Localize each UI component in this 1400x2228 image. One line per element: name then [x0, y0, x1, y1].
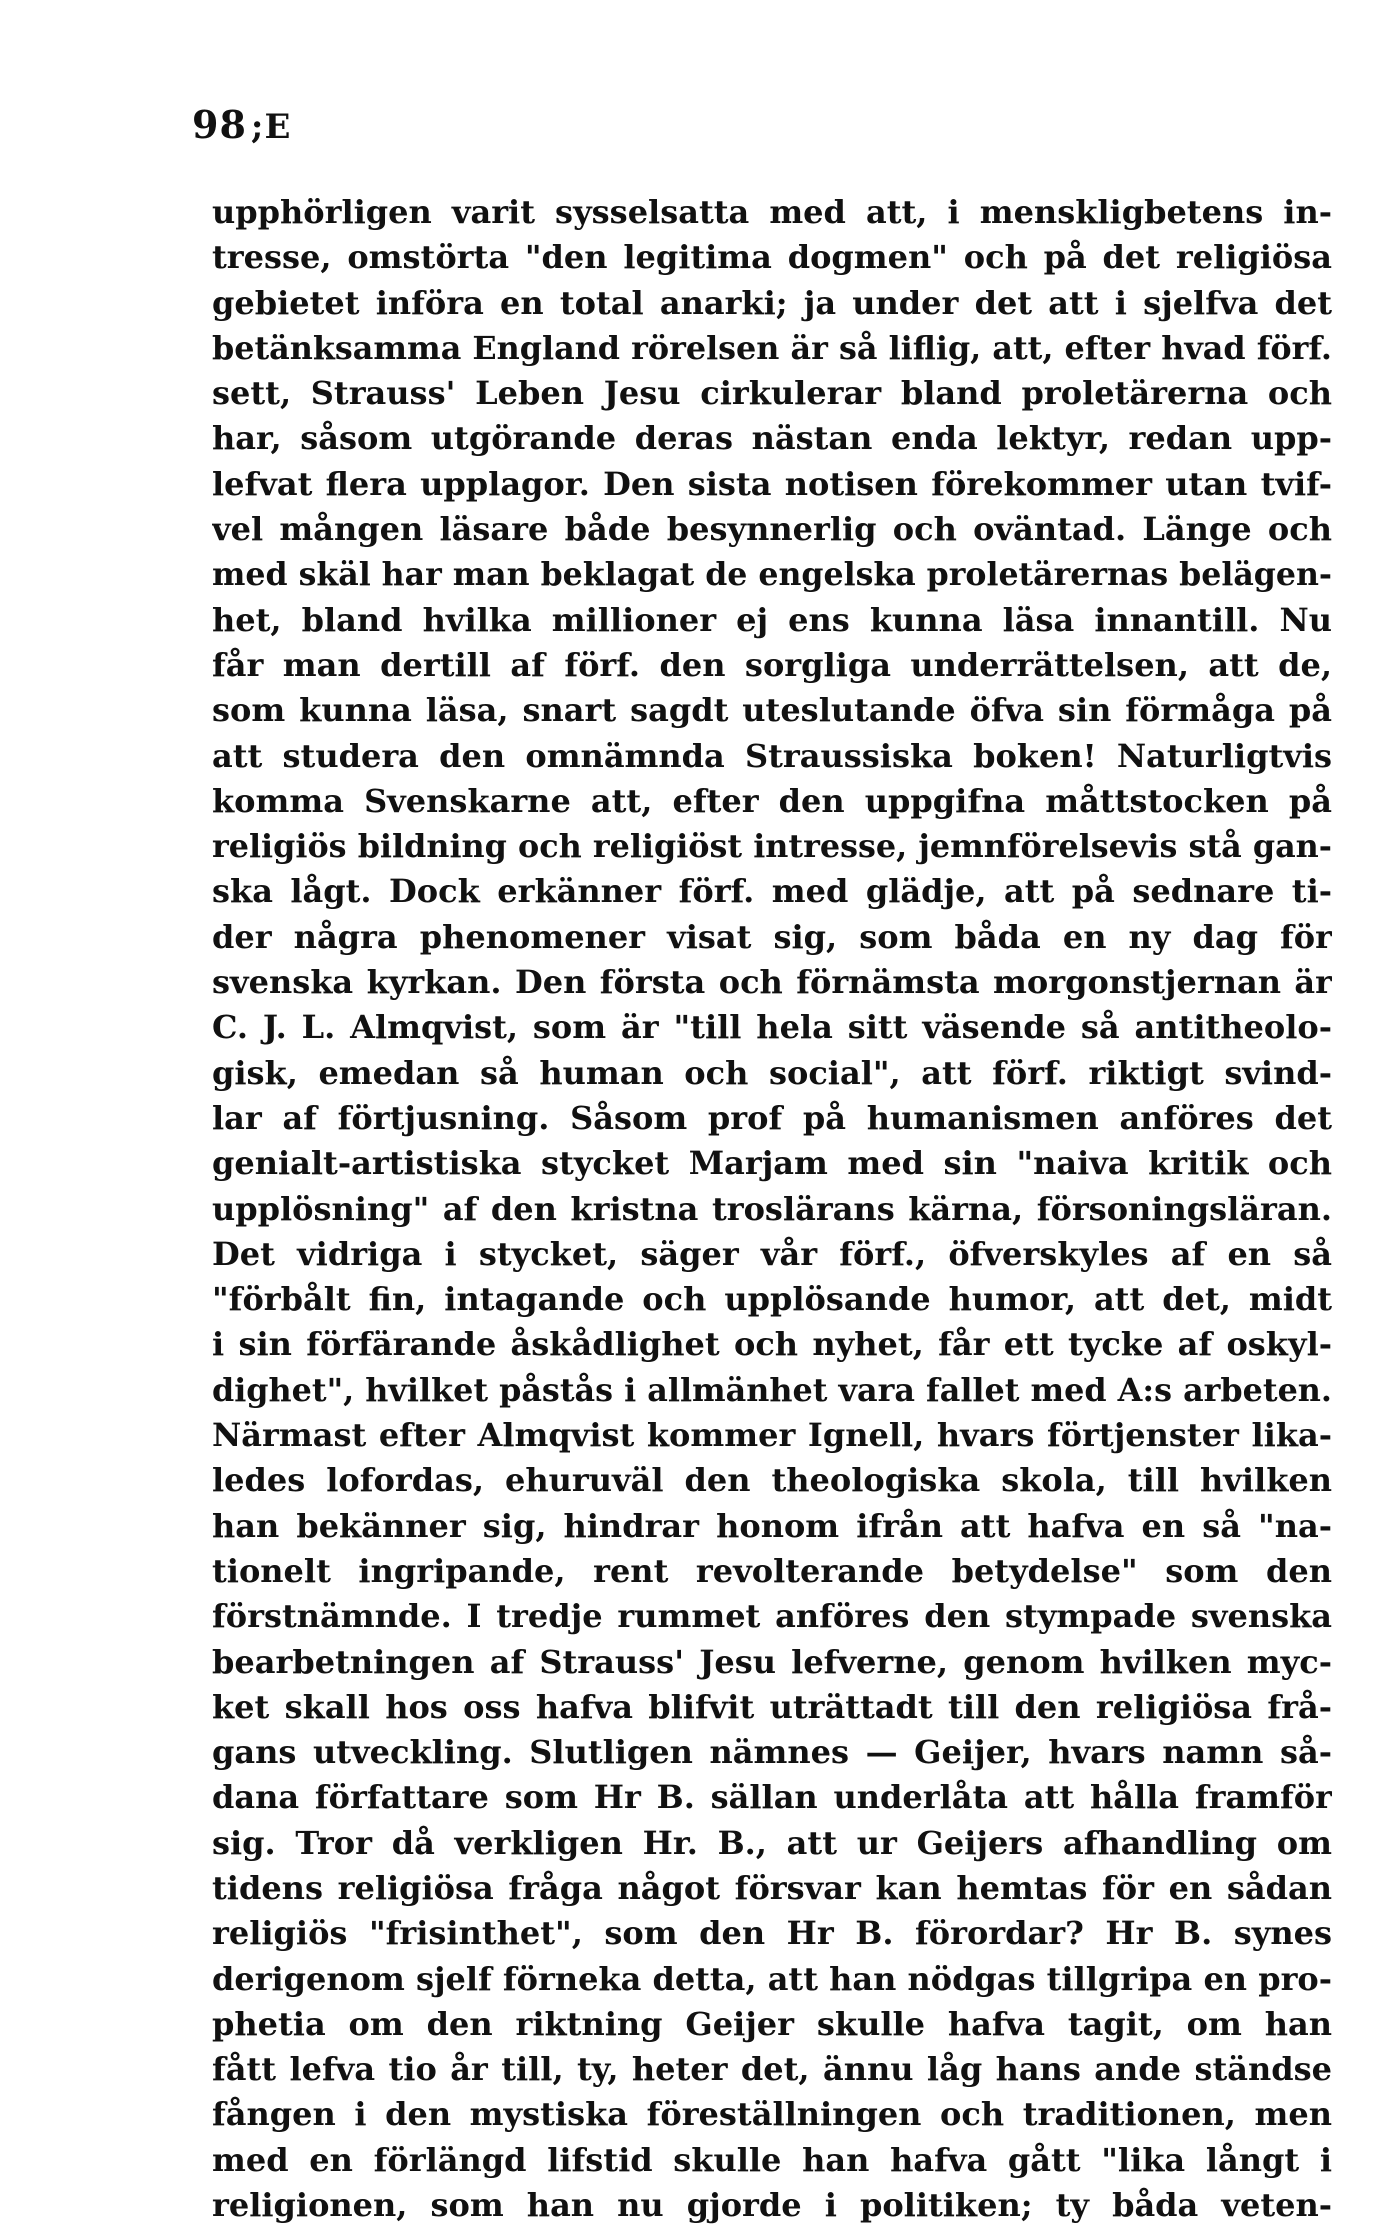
text-line: betänksamma England rörelsen är så liflig, att, efter hvad förf.	[212, 329, 1332, 367]
text-line: fått lefva tio år till, ty, heter det, ännu låg hans ande ständse	[212, 2050, 1332, 2089]
signature-mark: ;E	[250, 107, 292, 147]
text-line: dighet", hvilket påstås i allmänhet vara fallet med A:s arbeten.	[212, 1371, 1332, 1409]
text-line: sig. Tror då verkligen Hr. B., att ur Geijers afhandling om	[212, 1823, 1332, 1862]
page-number: 98	[192, 102, 247, 147]
text-line: sett, Strauss' Leben Jesu cirkulerar bland proletärerna och	[212, 374, 1332, 413]
body-text	[212, 190, 1332, 2228]
text-line: lar af förtjusning. Såsom prof på humanismen anföres det	[212, 1098, 1332, 1137]
text-line: bearbetningen af Strauss' Jesu lefverne, genom hvilken myc-	[212, 1642, 1332, 1681]
text-line: tresse, omstörta "den legitima dogmen" och på det religiösa	[212, 238, 1332, 277]
text-line: het, bland hvilka millioner ej ens kunna läsa innantill. Nu	[212, 600, 1332, 639]
page-header	[192, 102, 291, 147]
text-line: som kunna läsa, snart sagdt uteslutande öfva sin förmåga på	[212, 691, 1332, 730]
text-line: dana författare som Hr B. sällan underlåta att hålla framför	[212, 1778, 1332, 1817]
text-line: får man dertill af förf. den sorgliga underrättelsen, att de,	[212, 645, 1332, 684]
text-line: komma Svenskarne att, efter den uppgifna måttstocken på	[212, 781, 1332, 820]
text-line: der några phenomener visat sig, som båda en ny dag för	[212, 917, 1332, 956]
text-line: ket skall hos oss hafva blifvit uträttadt till den religiösa frå-	[212, 1687, 1332, 1726]
text-line: ledes lofordas, ehuruväl den theologiska skola, till hvilken	[212, 1461, 1332, 1500]
text-line: han bekänner sig, hindrar honom ifrån att hafva en så "na-	[212, 1506, 1332, 1545]
text-line: genialt-artistiska stycket Marjam med sin "naiva kritik och	[212, 1144, 1332, 1183]
text-line: Närmast efter Almqvist kommer Ignell, hvars förtjenster lika-	[212, 1416, 1332, 1455]
text-line: phetia om den riktning Geijer skulle hafva tagit, om han	[212, 2004, 1332, 2043]
text-line: med skäl har man beklagat de engelska proletärernas belägen-	[212, 556, 1332, 594]
text-line: att studera den omnämnda Straussiska boken! Naturligtvis	[212, 736, 1332, 775]
text-line: "förbålt fin, intagande och upplösande humor, att det, midt	[212, 1280, 1332, 1319]
text-line: har, såsom utgörande deras nästan enda lektyr, redan upp-	[212, 419, 1332, 458]
text-line: vel mången läsare både besynnerlig och oväntad. Länge och	[212, 510, 1332, 549]
text-line: lefvat flera upplagor. Den sista notisen förekommer utan tvif-	[212, 464, 1332, 503]
text-line: svenska kyrkan. Den första och förnämsta morgonstjernan är	[212, 963, 1332, 1002]
text-line: upphörligen varit sysselsatta med att, i menskligbetens in-	[212, 193, 1332, 231]
text-line: i sin förfärande åskådlighet och nyhet, får ett tycke af oskyl-	[212, 1325, 1332, 1364]
text-line: Det vidriga i stycket, säger vår förf., öfverskyles af en så	[212, 1234, 1332, 1273]
text-line: tionelt ingripande, rent revolterande betydelse" som den	[212, 1551, 1332, 1590]
text-line: tidens religiösa fråga något försvar kan hemtas för en sådan	[212, 1868, 1332, 1907]
text-line: gebietet införa en total anarki; ja under det att i sjelfva det	[212, 283, 1332, 322]
text-line: upplösning" af den kristna troslärans kärna, försoningsläran.	[212, 1189, 1332, 1228]
text-line: C. J. L. Almqvist, som är "till hela sitt väsende så antitheolo-	[212, 1008, 1332, 1047]
text-line: derigenom sjelf förneka detta, att han nödgas tillgripa en pro-	[212, 1959, 1332, 1998]
text-line: med en förlängd lifstid skulle han hafva gått "lika långt i	[212, 2140, 1332, 2179]
text-line: religiös "frisinthet", som den Hr B. förordar? Hr B. synes	[212, 1914, 1332, 1953]
text-line: gisk, emedan så human och social", att förf. riktigt svind-	[212, 1053, 1332, 1092]
text-line: fången i den mystiska föreställningen och traditionen, men	[212, 2095, 1332, 2134]
text-line: religionen, som han nu gjorde i politiken; ty båda veten-	[212, 2186, 1332, 2225]
text-line: religiös bildning och religiöst intresse, jemnförelsevis stå gan-	[212, 828, 1332, 866]
text-line: ska lågt. Dock erkänner förf. med glädje, att på sednare ti-	[212, 872, 1332, 911]
text-line: förstnämnde. I tredje rummet anföres den stympade svenska	[212, 1597, 1332, 1636]
text-line: gans utveckling. Slutligen nämnes — Geijer, hvars namn så-	[212, 1733, 1332, 1772]
